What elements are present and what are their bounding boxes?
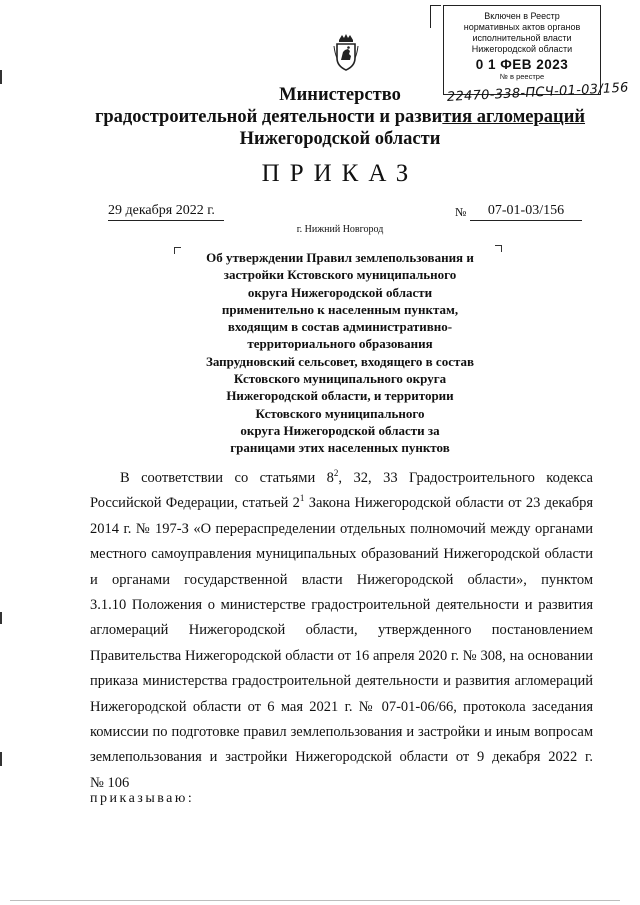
subject-line: Об утверждении Правил землепользования и bbox=[206, 250, 474, 265]
stamp-line-1: Включен в Реестр bbox=[484, 11, 560, 21]
ministry-name-line-2b: тия агломераций bbox=[442, 107, 586, 127]
ministry-name-line-2 bbox=[0, 106, 640, 128]
registry-stamp bbox=[443, 5, 601, 95]
subject-line: применительно к населенным пунктам, bbox=[221, 301, 459, 317]
subject-line: Кстовского муниципального округа bbox=[233, 371, 447, 387]
stamp-line-4: Нижегородской области bbox=[471, 44, 573, 54]
subject-line: округа Нижегородской области за bbox=[240, 422, 440, 438]
scan-edge-mark bbox=[0, 752, 2, 766]
document-number: 07-01-03/156 bbox=[470, 203, 582, 221]
body-superscript: 2 bbox=[333, 468, 339, 479]
document-date: 29 декабря 2022 г. bbox=[108, 203, 224, 221]
body-line: комиссии по подготовке правил землепользования и застройки и иным вопросам bbox=[90, 724, 593, 741]
subject-line: территориального образования bbox=[247, 336, 433, 352]
body-text: Российской Федерации, статьей 2 bbox=[90, 495, 300, 512]
body-line: Правительства Нижегородской области от 16 апреля 2020 г. № 308, на основании bbox=[90, 647, 593, 664]
document-body bbox=[90, 466, 593, 796]
body-line: Нижегородской области от 6 мая 2021 г. № 07-01-06/66, протокола заседания bbox=[90, 698, 593, 715]
body-text: В соответствии со статьями 8 bbox=[120, 470, 334, 486]
body-line: 3.1.10 Положения о министерстве градостроительной деятельности и развития bbox=[90, 597, 593, 614]
document-city: г. Нижний Новгород bbox=[296, 224, 384, 235]
body-line: местного самоуправления муниципальных образований Нижегородской области bbox=[90, 546, 593, 563]
body-line: № 106 bbox=[90, 774, 130, 791]
ministry-name-line-2a: градостроительной деятельности и разви bbox=[94, 107, 443, 127]
stamp-line-3: исполнительной власти bbox=[472, 33, 572, 43]
body-line: землепользования и застройки Нижегородской области от 9 декабря 2022 г. bbox=[90, 749, 593, 766]
document-number-label: № bbox=[455, 205, 467, 219]
stamp-line-2: нормативных актов органов bbox=[463, 22, 581, 32]
body-line: 2014 г. № 197-З «О перераспределении отдельных полномочий между органами bbox=[90, 520, 593, 537]
body-text: Закона Нижегородской области от 23 декабря bbox=[304, 495, 593, 512]
coat-of-arms-icon bbox=[333, 32, 359, 72]
subject-line: Нижегородской области, и территории bbox=[226, 388, 454, 404]
body-line: агломераций Нижегородской области, утвержденного постановлением bbox=[90, 622, 593, 639]
ministry-name-line-3: Нижегородской области bbox=[239, 129, 441, 149]
subject-line: Кстовского муниципального bbox=[255, 405, 425, 421]
scan-bottom-edge bbox=[10, 900, 620, 901]
body-line bbox=[90, 491, 593, 516]
subject-corner-right bbox=[495, 245, 502, 252]
handwritten-registry-number: 22470-338-ПСЧ-01-03/156 bbox=[446, 80, 630, 105]
stamp-corner-mark bbox=[430, 5, 441, 28]
subject-line: округа Нижегородской области bbox=[247, 284, 433, 300]
body-text: , 32, 33 Градостроительного кодекса bbox=[338, 470, 593, 486]
subject-corner-left bbox=[174, 247, 181, 254]
subject-line: Запрудновский сельсовет, входящего в состав bbox=[205, 353, 475, 369]
document-type-title: ПРИКАЗ bbox=[261, 160, 419, 187]
document-subject bbox=[190, 249, 490, 457]
scan-edge-mark bbox=[0, 612, 2, 624]
subject-line: границами этих населенных пунктов bbox=[230, 440, 450, 456]
body-line bbox=[90, 466, 593, 491]
subject-line: застройки Кстовского муниципального bbox=[223, 267, 457, 283]
orders-keyword: приказываю: bbox=[90, 791, 195, 806]
ministry-name-line-1: Министерство bbox=[279, 85, 401, 105]
scan-edge-mark bbox=[0, 70, 2, 84]
body-superscript: 1 bbox=[299, 493, 305, 504]
body-line: приказа министерства градостроительной деятельности и развития агломераций bbox=[90, 673, 593, 690]
stamp-registry-label: № в реестре bbox=[499, 72, 545, 81]
stamp-date: 0 1 ФЕВ 2023 bbox=[475, 57, 569, 72]
subject-line: входящим в состав административно- bbox=[227, 319, 453, 335]
body-line: и органами государственной власти Нижегородской области», пунктом bbox=[90, 571, 593, 588]
